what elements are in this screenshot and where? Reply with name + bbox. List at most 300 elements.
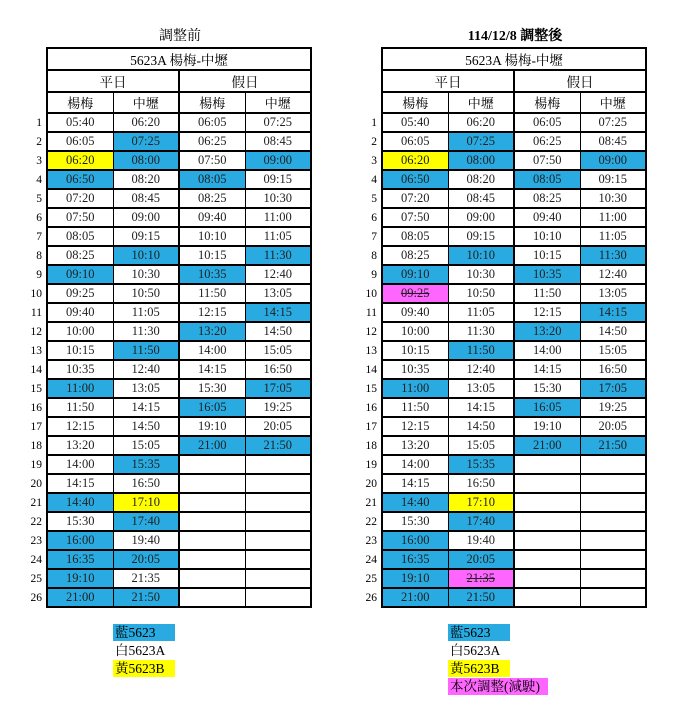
time-cell: 10:30 [580, 189, 646, 208]
time-cell: 13:05 [113, 379, 179, 398]
time-cell: 09:10 [382, 265, 448, 284]
row-number: 26 [365, 591, 377, 604]
row-number: 18 [30, 439, 42, 452]
stop-header-zhongli-holiday: 中壢 [245, 92, 311, 113]
weekday-header: 平日 [382, 70, 514, 92]
stop-header-yangmei-holiday: 楊梅 [179, 92, 245, 113]
time-cell: 09:10 [47, 265, 113, 284]
time-cell: 17:05 [245, 379, 311, 398]
time-cell: 21:50 [113, 588, 179, 607]
time-cell: 06:25 [179, 132, 245, 151]
time-cell: 19:25 [580, 398, 646, 417]
time-cell: 14:15 [448, 398, 514, 417]
time-cell: 10:50 [448, 284, 514, 303]
time-cell: 14:40 [382, 493, 448, 512]
row-number: 9 [36, 268, 42, 281]
time-cell: 10:50 [113, 284, 179, 303]
empty-cell [245, 493, 311, 512]
row-number: 4 [36, 173, 42, 186]
time-cell: 19:25 [245, 398, 311, 417]
time-cell: 16:50 [245, 360, 311, 379]
time-cell: 11:00 [47, 379, 113, 398]
empty-cell [245, 550, 311, 569]
table-row [26, 455, 311, 474]
daytype-header-row [361, 70, 646, 92]
time-cell: 11:50 [514, 284, 580, 303]
row-number: 16 [365, 401, 377, 414]
empty-cell [580, 531, 646, 550]
time-cell: 10:10 [514, 227, 580, 246]
time-cell: 14:00 [47, 455, 113, 474]
stop-header-yangmei-weekday: 楊梅 [47, 92, 113, 113]
time-cell: 10:10 [179, 227, 245, 246]
time-cell: 12:15 [47, 417, 113, 436]
empty-cell [514, 569, 580, 588]
row-number: 24 [30, 553, 42, 566]
time-cell: 12:15 [382, 417, 448, 436]
row-number: 3 [36, 154, 42, 167]
time-cell: 08:45 [245, 132, 311, 151]
table-title-before: 調整前 [159, 29, 201, 44]
time-cell: 09:40 [382, 303, 448, 322]
row-number: 1 [36, 116, 42, 129]
time-cell: 09:15 [245, 170, 311, 189]
time-cell: 21:50 [245, 436, 311, 455]
time-cell: 14:50 [448, 417, 514, 436]
time-cell: 09:25 [382, 284, 448, 303]
time-cell: 07:50 [179, 151, 245, 170]
table-row [361, 455, 646, 474]
empty-cell [514, 550, 580, 569]
time-cell: 05:40 [382, 113, 448, 132]
table-row [361, 474, 646, 493]
time-cell: 06:50 [47, 170, 113, 189]
time-cell: 16:05 [514, 398, 580, 417]
table-row [361, 493, 646, 512]
row-number: 15 [30, 382, 42, 395]
row-number: 22 [365, 515, 377, 528]
row-number-spacer [361, 92, 382, 113]
time-cell: 14:40 [47, 493, 113, 512]
time-cell: 14:50 [580, 322, 646, 341]
table-row [26, 360, 311, 379]
time-cell: 08:20 [113, 170, 179, 189]
time-cell: 11:50 [382, 398, 448, 417]
row-number: 19 [30, 458, 42, 471]
time-cell: 15:30 [514, 379, 580, 398]
empty-cell [179, 512, 245, 531]
time-cell: 07:50 [514, 151, 580, 170]
time-cell: 09:40 [514, 208, 580, 227]
row-number: 14 [30, 363, 42, 376]
row-number: 13 [30, 344, 42, 357]
row-number-spacer [361, 48, 382, 70]
time-cell: 17:05 [580, 379, 646, 398]
time-cell: 16:50 [113, 474, 179, 493]
row-number-spacer [26, 48, 47, 70]
row-number: 8 [371, 249, 377, 262]
time-cell: 21:50 [580, 436, 646, 455]
time-cell: 11:50 [113, 341, 179, 360]
time-cell: 08:20 [448, 170, 514, 189]
legend-item: 黃5623B [448, 660, 510, 677]
time-cell: 11:30 [245, 246, 311, 265]
table-row [26, 265, 311, 284]
daytype-header-row [26, 70, 311, 92]
row-number: 20 [30, 477, 42, 490]
row-number: 19 [365, 458, 377, 471]
time-cell: 14:00 [514, 341, 580, 360]
time-cell: 14:15 [113, 398, 179, 417]
timetable-after [361, 47, 647, 608]
table-row [26, 379, 311, 398]
time-cell: 09:00 [245, 151, 311, 170]
time-cell: 12:40 [580, 265, 646, 284]
time-cell: 08:25 [514, 189, 580, 208]
weekday-header: 平日 [47, 70, 179, 92]
empty-cell [580, 493, 646, 512]
time-cell: 10:15 [514, 246, 580, 265]
row-number: 20 [365, 477, 377, 490]
time-cell: 14:15 [47, 474, 113, 493]
time-cell: 21:00 [179, 436, 245, 455]
table-row [361, 151, 646, 170]
time-cell: 16:05 [179, 398, 245, 417]
time-cell: 06:20 [382, 151, 448, 170]
stop-header-yangmei-holiday: 楊梅 [514, 92, 580, 113]
time-cell: 15:30 [382, 512, 448, 531]
row-number: 12 [365, 325, 377, 338]
time-cell: 21:35 [448, 569, 514, 588]
time-cell: 09:40 [47, 303, 113, 322]
time-cell: 10:15 [47, 341, 113, 360]
row-number-spacer [26, 70, 47, 92]
timetable-body-before [26, 113, 311, 607]
table-row [361, 417, 646, 436]
time-cell: 10:00 [47, 322, 113, 341]
time-cell: 11:30 [580, 246, 646, 265]
time-cell: 19:40 [113, 531, 179, 550]
table-row [26, 189, 311, 208]
time-cell: 20:05 [580, 417, 646, 436]
empty-cell [245, 512, 311, 531]
time-cell: 13:05 [245, 284, 311, 303]
empty-cell [580, 569, 646, 588]
table-row [361, 512, 646, 531]
time-cell: 21:35 [113, 569, 179, 588]
empty-cell [580, 550, 646, 569]
row-number: 1 [371, 116, 377, 129]
time-cell: 13:05 [580, 284, 646, 303]
time-cell: 10:35 [514, 265, 580, 284]
table-row [361, 398, 646, 417]
table-row [361, 246, 646, 265]
row-number: 10 [30, 287, 42, 300]
time-cell: 10:35 [47, 360, 113, 379]
empty-cell [245, 588, 311, 607]
row-number: 2 [36, 135, 42, 148]
table-row [26, 493, 311, 512]
row-number: 15 [365, 382, 377, 395]
route-header: 5623A 楊梅-中壢 [382, 48, 646, 70]
time-cell: 15:35 [113, 455, 179, 474]
row-number: 16 [30, 401, 42, 414]
table-row [26, 512, 311, 531]
row-number: 22 [30, 515, 42, 528]
time-cell: 19:10 [47, 569, 113, 588]
empty-cell [514, 474, 580, 493]
time-cell: 15:05 [448, 436, 514, 455]
time-cell: 15:05 [245, 341, 311, 360]
row-number: 5 [371, 192, 377, 205]
time-cell: 07:20 [382, 189, 448, 208]
row-number: 2 [371, 135, 377, 148]
time-cell: 06:50 [382, 170, 448, 189]
legend-item: 黃5623B [113, 660, 175, 677]
time-cell: 12:40 [448, 360, 514, 379]
time-cell: 08:25 [382, 246, 448, 265]
time-cell: 16:00 [382, 531, 448, 550]
time-cell: 16:50 [448, 474, 514, 493]
table-row [26, 151, 311, 170]
row-number: 7 [36, 230, 42, 243]
row-number: 21 [365, 496, 377, 509]
time-cell: 20:05 [448, 550, 514, 569]
table-row [361, 170, 646, 189]
time-cell: 16:00 [47, 531, 113, 550]
row-number: 11 [365, 306, 377, 319]
empty-cell [179, 531, 245, 550]
legend-before [113, 624, 313, 677]
row-number: 3 [371, 154, 377, 167]
empty-cell [514, 512, 580, 531]
time-cell: 12:15 [514, 303, 580, 322]
table-row [26, 341, 311, 360]
table-row [26, 113, 311, 132]
time-cell: 08:00 [448, 151, 514, 170]
table-title-after: 114/12/8 調整後 [467, 29, 563, 44]
table-row [361, 113, 646, 132]
time-cell: 10:00 [382, 322, 448, 341]
row-number: 23 [30, 534, 42, 547]
time-cell: 14:00 [179, 341, 245, 360]
row-number: 26 [30, 591, 42, 604]
table-row [26, 284, 311, 303]
time-cell: 13:20 [47, 436, 113, 455]
row-number: 23 [365, 534, 377, 547]
time-cell: 09:00 [448, 208, 514, 227]
time-cell: 07:25 [580, 113, 646, 132]
empty-cell [245, 569, 311, 588]
empty-cell [179, 493, 245, 512]
timetable-before [26, 47, 312, 608]
time-cell: 08:05 [514, 170, 580, 189]
empty-cell [245, 531, 311, 550]
empty-cell [179, 550, 245, 569]
row-number: 25 [365, 572, 377, 585]
empty-cell [514, 531, 580, 550]
time-cell: 08:45 [448, 189, 514, 208]
time-cell: 11:05 [113, 303, 179, 322]
table-row [26, 550, 311, 569]
row-number: 4 [371, 173, 377, 186]
time-cell: 14:00 [382, 455, 448, 474]
time-cell: 15:30 [47, 512, 113, 531]
time-cell: 08:45 [580, 132, 646, 151]
legend-item: 白5623A [448, 642, 510, 659]
time-cell: 07:25 [245, 113, 311, 132]
table-row [26, 208, 311, 227]
time-cell: 19:40 [448, 531, 514, 550]
route-header-row [26, 48, 311, 70]
time-cell: 13:20 [514, 322, 580, 341]
table-row [361, 436, 646, 455]
row-number: 8 [36, 249, 42, 262]
empty-cell [514, 455, 580, 474]
route-header-row [361, 48, 646, 70]
time-cell: 08:05 [179, 170, 245, 189]
time-cell: 12:40 [113, 360, 179, 379]
row-number-spacer [361, 70, 382, 92]
time-cell: 10:15 [179, 246, 245, 265]
row-number: 6 [36, 211, 42, 224]
time-cell: 16:50 [580, 360, 646, 379]
time-cell: 14:50 [245, 322, 311, 341]
time-cell: 14:15 [382, 474, 448, 493]
empty-cell [580, 588, 646, 607]
time-cell: 11:00 [580, 208, 646, 227]
time-cell: 14:15 [245, 303, 311, 322]
time-cell: 11:05 [448, 303, 514, 322]
table-row [361, 550, 646, 569]
table-row [26, 246, 311, 265]
row-number: 9 [371, 268, 377, 281]
table-row [26, 227, 311, 246]
stop-header-row [361, 92, 646, 113]
time-cell: 20:05 [113, 550, 179, 569]
time-cell: 06:25 [514, 132, 580, 151]
table-row [361, 322, 646, 341]
table-row [361, 360, 646, 379]
row-number: 7 [371, 230, 377, 243]
row-number: 21 [30, 496, 42, 509]
table-row [361, 227, 646, 246]
time-cell: 06:20 [113, 113, 179, 132]
time-cell: 10:10 [113, 246, 179, 265]
table-row [361, 341, 646, 360]
schedule-after [361, 28, 648, 696]
time-cell: 11:30 [113, 322, 179, 341]
empty-cell [179, 569, 245, 588]
time-cell: 07:25 [113, 132, 179, 151]
empty-cell [580, 474, 646, 493]
empty-cell [245, 455, 311, 474]
legend-item: 藍5623 [113, 624, 175, 641]
time-cell: 17:10 [113, 493, 179, 512]
empty-cell [179, 474, 245, 493]
time-cell: 08:00 [113, 151, 179, 170]
table-row [26, 588, 311, 607]
time-cell: 11:05 [245, 227, 311, 246]
schedule-before [26, 28, 313, 696]
legend-item: 白5623A [113, 642, 175, 659]
row-number: 25 [30, 572, 42, 585]
legend-after [448, 624, 648, 695]
table-row [26, 569, 311, 588]
table-row [361, 265, 646, 284]
time-cell: 12:15 [179, 303, 245, 322]
time-cell: 07:50 [47, 208, 113, 227]
time-cell: 11:30 [448, 322, 514, 341]
row-number: 10 [365, 287, 377, 300]
time-cell: 21:00 [514, 436, 580, 455]
table-row [26, 303, 311, 322]
time-cell: 14:50 [113, 417, 179, 436]
time-cell: 10:10 [448, 246, 514, 265]
row-number: 17 [30, 420, 42, 433]
time-cell: 10:35 [179, 265, 245, 284]
table-row [26, 170, 311, 189]
stop-header-zhongli-weekday: 中壢 [448, 92, 514, 113]
table-row [26, 474, 311, 493]
table-row [361, 588, 646, 607]
time-cell: 11:00 [245, 208, 311, 227]
row-number: 14 [365, 363, 377, 376]
time-cell: 08:05 [382, 227, 448, 246]
table-row [26, 132, 311, 151]
stop-header-zhongli-weekday: 中壢 [113, 92, 179, 113]
row-number: 11 [30, 306, 42, 319]
stop-header-row [26, 92, 311, 113]
time-cell: 07:25 [448, 132, 514, 151]
timetable-body-after [361, 113, 646, 607]
stop-header-yangmei-weekday: 楊梅 [382, 92, 448, 113]
time-cell: 09:15 [113, 227, 179, 246]
table-row [361, 379, 646, 398]
time-cell: 17:40 [113, 512, 179, 531]
route-header: 5623A 楊梅-中壢 [47, 48, 311, 70]
time-cell: 12:40 [245, 265, 311, 284]
time-cell: 07:20 [47, 189, 113, 208]
row-number: 12 [30, 325, 42, 338]
row-number: 18 [365, 439, 377, 452]
time-cell: 08:25 [179, 189, 245, 208]
row-number: 6 [371, 211, 377, 224]
time-cell: 10:15 [382, 341, 448, 360]
time-cell: 08:45 [113, 189, 179, 208]
time-cell: 09:00 [113, 208, 179, 227]
table-row [361, 531, 646, 550]
time-cell: 14:15 [514, 360, 580, 379]
row-number: 13 [365, 344, 377, 357]
time-cell: 15:05 [580, 341, 646, 360]
time-cell: 05:40 [47, 113, 113, 132]
table-row [26, 417, 311, 436]
time-cell: 06:20 [448, 113, 514, 132]
empty-cell [179, 588, 245, 607]
time-cell: 09:25 [47, 284, 113, 303]
holiday-header: 假日 [179, 70, 311, 92]
time-cell: 14:15 [179, 360, 245, 379]
time-cell: 11:50 [448, 341, 514, 360]
empty-cell [514, 588, 580, 607]
empty-cell [580, 455, 646, 474]
legend-item: 藍5623 [448, 624, 510, 641]
time-cell: 15:30 [179, 379, 245, 398]
time-cell: 08:05 [47, 227, 113, 246]
time-cell: 15:05 [113, 436, 179, 455]
table-row [361, 132, 646, 151]
